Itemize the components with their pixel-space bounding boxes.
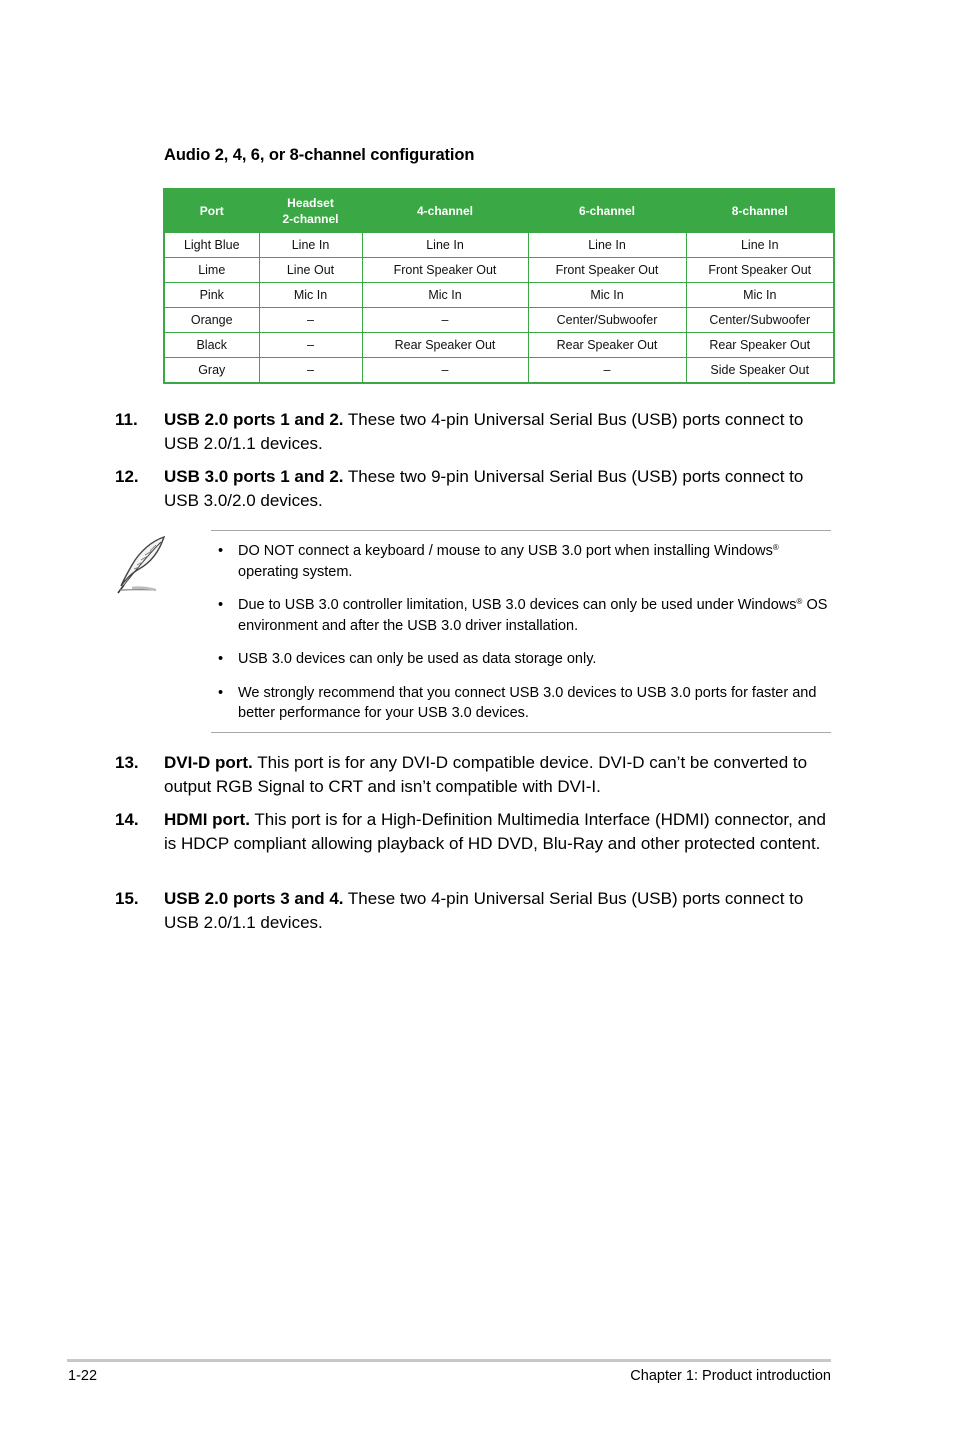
note-text: OS environment and after the USB 3.0 driver installation.	[238, 597, 828, 634]
item-number: 15.	[115, 889, 139, 908]
item-text: This port is for a High-Definition Multimedia Interface (HDMI) connector, and is HDCP compliant allowing playback of HD DVD, Blu-Ray and other protected content.	[164, 810, 826, 853]
header-6-channel: 6-channel	[528, 189, 686, 233]
table-cell: –	[362, 358, 528, 384]
note-item	[218, 683, 828, 724]
table-cell: Orange	[164, 308, 259, 333]
table-cell: Front Speaker Out	[362, 258, 528, 283]
bullet: •	[218, 543, 224, 559]
item-text: These two 9-pin Universal Serial Bus (USB) ports connect to USB 3.0/2.0 devices.	[164, 467, 804, 510]
header-headset-line1: Headset	[287, 196, 334, 210]
table-cell: Side Speaker Out	[686, 358, 834, 384]
table-cell: Lime	[164, 258, 259, 283]
item-text: These two 4-pin Universal Serial Bus (USB) ports connect to USB 2.0/1.1 devices.	[164, 889, 804, 932]
table-cell: Line In	[362, 233, 528, 258]
table-cell: Rear Speaker Out	[362, 333, 528, 358]
table-cell: –	[362, 308, 528, 333]
item-lead: USB 2.0 ports 1 and 2.	[164, 410, 344, 429]
bullet: •	[218, 651, 224, 667]
item-lead: USB 3.0 ports 1 and 2.	[164, 467, 344, 486]
header-headset-line2: 2-channel	[282, 212, 339, 226]
table-cell: Front Speaker Out	[528, 258, 686, 283]
table-cell: Light Blue	[164, 233, 259, 258]
note-text: DO NOT connect a keyboard / mouse to any USB 3.0 port when installing Windows	[238, 543, 773, 559]
item-number: 13.	[115, 753, 139, 772]
table-cell: Mic In	[362, 283, 528, 308]
table-cell: Gray	[164, 358, 259, 384]
audio-configuration-table	[163, 188, 835, 384]
table-row	[164, 358, 834, 384]
list-item-15	[115, 887, 831, 934]
item-text: These two 4-pin Universal Serial Bus (USB) ports connect to USB 2.0/1.1 devices.	[164, 410, 804, 453]
table-cell: –	[259, 333, 362, 358]
table-cell: Rear Speaker Out	[686, 333, 834, 358]
item-number: 12.	[115, 467, 139, 486]
list-item-11	[115, 408, 831, 455]
note-list	[218, 541, 828, 737]
table-cell: Line In	[259, 233, 362, 258]
table-cell: Center/Subwoofer	[528, 308, 686, 333]
table-row	[164, 258, 834, 283]
section-title: Audio 2, 4, 6, or 8-channel configuration	[164, 146, 475, 164]
registered-mark: ®	[796, 597, 803, 606]
table-cell: Line In	[528, 233, 686, 258]
table-cell: Black	[164, 333, 259, 358]
note-item	[218, 595, 828, 636]
footer-divider	[67, 1359, 831, 1362]
table-row	[164, 308, 834, 333]
item-lead: USB 2.0 ports 3 and 4.	[164, 889, 344, 908]
note-top-divider	[211, 530, 831, 531]
note-text: We strongly recommend that you connect USB 3.0 devices to USB 3.0 ports for faster and better performance for your USB 3.0 devices.	[238, 684, 817, 721]
list-item-14	[115, 808, 831, 855]
item-number: 14.	[115, 810, 139, 829]
table-cell: Front Speaker Out	[686, 258, 834, 283]
note-text: Due to USB 3.0 controller limitation, USB 3.0 devices can only be used under Windows	[238, 597, 797, 613]
note-text: USB 3.0 devices can only be used as data storage only.	[238, 651, 597, 667]
table-row	[164, 283, 834, 308]
quill-pen-icon	[112, 533, 174, 595]
page-number: 1-22	[68, 1368, 98, 1384]
table-cell: –	[528, 358, 686, 384]
header-4-channel: 4-channel	[362, 189, 528, 233]
header-headset	[259, 189, 362, 233]
note-item	[218, 541, 828, 582]
table-cell: Pink	[164, 283, 259, 308]
registered-mark: ®	[772, 543, 779, 552]
table-cell: Mic In	[686, 283, 834, 308]
table-row	[164, 333, 834, 358]
chapter-title: Chapter 1: Product introduction	[630, 1368, 831, 1384]
note-bottom-divider	[211, 732, 831, 733]
header-8-channel: 8-channel	[686, 189, 834, 233]
table-cell: –	[259, 308, 362, 333]
note-item	[218, 649, 828, 670]
item-text: This port is for any DVI-D compatible device. DVI-D can’t be converted to output RGB Signal to CRT and isn’t compatible with DVI-I.	[164, 753, 808, 796]
table-cell: Line Out	[259, 258, 362, 283]
item-lead: DVI-D port.	[164, 753, 253, 772]
item-number: 11.	[115, 410, 138, 429]
table-cell: Mic In	[528, 283, 686, 308]
list-item-13	[115, 751, 831, 798]
note-text: operating system.	[238, 563, 353, 580]
header-port: Port	[164, 189, 259, 233]
table-cell: Line In	[686, 233, 834, 258]
table-row	[164, 233, 834, 258]
item-lead: HDMI port.	[164, 810, 250, 829]
bullet: •	[218, 684, 224, 701]
table-cell: Rear Speaker Out	[528, 333, 686, 358]
table-cell: Center/Subwoofer	[686, 308, 834, 333]
table-cell: –	[259, 358, 362, 384]
table-header-row	[164, 189, 834, 233]
bullet: •	[218, 597, 224, 613]
table-cell: Mic In	[259, 283, 362, 308]
list-item-12	[115, 465, 831, 512]
